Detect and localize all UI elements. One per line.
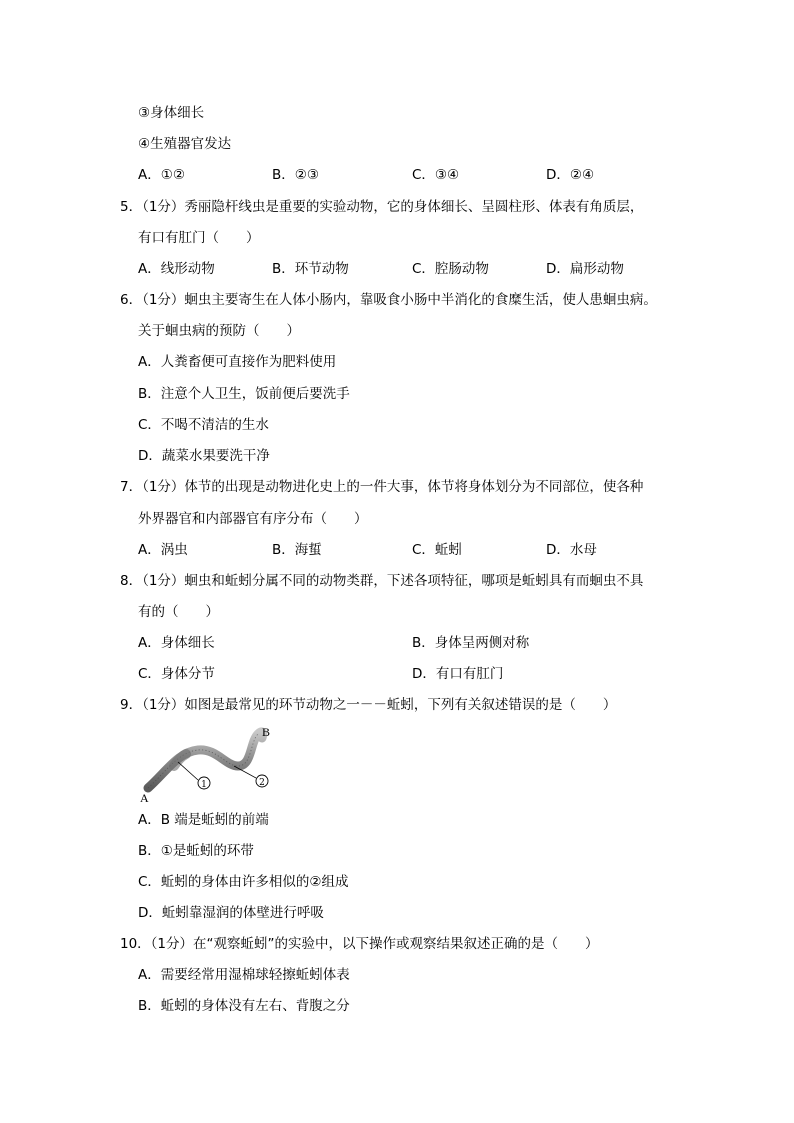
q8-option-b: B．身体呈两侧对称 (412, 635, 530, 651)
figure-mark-1: 1 (201, 780, 207, 790)
q5-option-b: B．环节动物 (272, 261, 349, 277)
q4-statement-4: ④生殖器官发达 (138, 136, 232, 152)
figure-label-b: B (262, 725, 271, 739)
figure-label-a: A (140, 791, 149, 804)
q8-option-a: A．身体细长 (138, 635, 215, 651)
q8-option-d: D．有口有肛门 (412, 666, 504, 682)
q6-option-c: C．不喝不清洁的生水 (138, 417, 269, 433)
q5-stem-line1: 5．（1分）秀丽隐杆线虫是重要的实验动物，它的身体细长、呈圆柱形、体表有角质层， (120, 199, 644, 215)
q5-option-a: A．线形动物 (138, 261, 215, 277)
q7-stem-line1: 7．（1分）体节的出现是动物进化史上的一件大事，体节将身体划分为不同部位，使各种 (120, 479, 644, 495)
q10-stem-line1: 10．（1分）在“观察蚯蚓”的实验中，以下操作或观察结果叙述正确的是（ ） (120, 936, 599, 952)
q5-option-d: D．扁形动物 (546, 261, 624, 277)
q7-stem-line2: 外界器官和内部器官有序分布（ ） (138, 511, 368, 527)
q6-stem-line2: 关于蛔虫病的预防（ ） (138, 323, 300, 339)
q6-stem-line1: 6．（1分）蛔虫主要寄生在人体小肠内，靠吸食小肠中半消化的食糜生活，使人患蛔虫病。 (120, 292, 657, 308)
q6-option-d: D．蔬菜水果要洗干净 (138, 448, 270, 464)
q6-option-a: A．人粪畜便可直接作为肥料使用 (138, 354, 337, 370)
q8-stem-line2: 有的（ ） (138, 604, 219, 620)
figure-mark-2: 2 (259, 778, 265, 788)
q6-option-b: B．注意个人卫生，饭前便后要洗手 (138, 386, 350, 402)
q9-option-d: D．蚯蚓靠湿润的体壁进行呼吸 (138, 905, 324, 921)
q9-option-a: A．B 端是蚯蚓的前端 (138, 812, 269, 828)
q7-option-a: A．涡虫 (138, 542, 188, 558)
q10-option-b: B．蚯蚓的身体没有左右、背腹之分 (138, 998, 350, 1014)
q4-option-d: D．②④ (546, 167, 595, 183)
q5-stem-line2: 有口有肛门（ ） (138, 230, 260, 246)
q10-option-a: A．需要经常用湿棉球轻擦蚯蚓体表 (138, 967, 350, 983)
q4-option-b: B．②③ (272, 167, 319, 183)
q4-statement-3: ③身体细长 (138, 105, 205, 121)
q8-stem-line1: 8．（1分）蛔虫和蚯蚓分属不同的动物类群，下述各项特征，哪项是蚯蚓具有而蛔虫不具 (120, 573, 644, 589)
q5-option-c: C．腔肠动物 (412, 261, 489, 277)
q7-option-d: D．水母 (546, 542, 597, 558)
q9-option-b: B．①是蚯蚓的环带 (138, 843, 254, 859)
q9-stem-line1: 9．（1分）如图是最常见的环节动物之一－－蚯蚓，下列有关叙述错误的是（ ） (120, 697, 617, 713)
earthworm-figure (138, 722, 288, 804)
q9-option-c: C．蚯蚓的身体由许多相似的②组成 (138, 874, 349, 890)
q8-option-c: C．身体分节 (138, 666, 215, 682)
q4-option-c: C．③④ (412, 167, 460, 183)
q7-option-b: B．海蜇 (272, 542, 322, 558)
q4-option-a: A．①② (138, 167, 185, 183)
q7-option-c: C．蚯蚓 (412, 542, 462, 558)
